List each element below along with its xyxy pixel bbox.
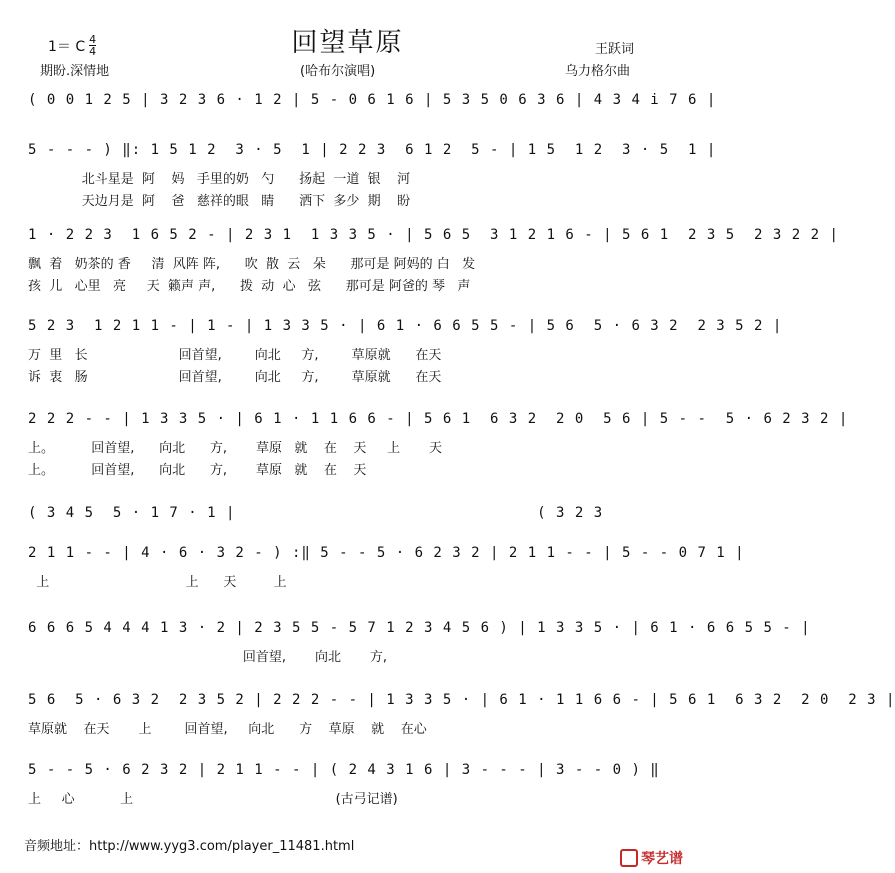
- song-title: 回望草原: [291, 28, 404, 58]
- time-bottom: 4: [89, 45, 97, 58]
- notation-row: 5 6 5 · 6 3 2 2 3 5 2 | 2 2 2 - - | 1 3 3 5 · | 6 1 · 1 1 6 6 - | 5 6 1 6 3 2 2 0 2 3 |: [28, 692, 895, 708]
- expression-mark: 期盼.深情地: [40, 64, 110, 79]
- notation-row: 5 2 3 1 2 1 1 - | 1 - | 1 3 3 5 · | 6 1 · 6 6 5 5 - | 5 6 5 · 6 3 2 2 3 5 2 |: [28, 318, 783, 334]
- logo-text: 琴艺谱: [641, 851, 683, 867]
- lyric-line: 天边月是 阿 爸 慈祥的眼 睛 洒下 多少 期 盼: [28, 194, 411, 209]
- notation-row: 2 2 2 - - | 1 3 3 5 · | 6 1 · 1 1 6 6 - | 5 6 1 6 3 2 2 0 5 6 | 5 - - 5 · 6 2 3 2 |: [28, 411, 849, 427]
- lyric-line: 上。 回首望, 向北 方, 草原 就 在 天: [28, 463, 367, 478]
- logo-icon: [620, 849, 638, 867]
- audio-url[interactable]: 音频地址：http://www.yyg3.com/player_11481.html: [24, 839, 355, 854]
- singer-credit: (哈布尔演唱): [300, 64, 376, 79]
- key-label: 1＝ C: [48, 38, 86, 55]
- time-signature: [89, 34, 96, 57]
- key-signature: [48, 34, 96, 57]
- site-logo: [620, 848, 683, 868]
- composer-credit: 乌力格尔曲: [565, 64, 631, 79]
- lyric-line: 万 里 长 回首望, 向北 方, 草原就 在天: [28, 348, 442, 363]
- notation-row: ( 0 0 1 2 5 | 3 2 3 6 · 1 2 | 5 - 0 6 1 6 | 5 3 5 0 6 3 6 | 4 3 4 i 7 6 |: [28, 92, 717, 108]
- lyric-line: 上。 回首望, 向北 方, 草原 就 在 天 上 天: [28, 441, 443, 456]
- notation-row: 6 6 6 5 4 4 4 1 3 · 2 | 2 3 5 5 - 5 7 1 2 3 4 5 6 ) | 1 3 3 5 · | 6 1 · 6 6 5 5 - |: [28, 620, 811, 636]
- lyric-line: 上 上 天 上: [28, 575, 287, 590]
- notation-row: 5 - - 5 · 6 2 3 2 | 2 1 1 - - | ( 2 4 3 1 6 | 3 - - - | 3 - - 0 ) ‖: [28, 762, 660, 778]
- notation-row: ( 3 4 5 5 · 1 7 · 1 | ( 3 2 3: [28, 505, 604, 521]
- lyric-line: 飘 着 奶茶的 香 清 风阵 阵, 吹 散 云 朵 那可是 阿妈的 白 发: [28, 257, 476, 272]
- notation-row: 5 - - - ) ‖: 1 5 1 2 3 · 5 1 | 2 2 3 6 1 2 5 - | 1 5 1 2 3 · 5 1 |: [28, 142, 717, 158]
- time-top: 4: [89, 33, 97, 46]
- notation-row: 2 1 1 - - | 4 · 6 · 3 2 - ) :‖ 5 - - 5 · 6 2 3 2 | 2 1 1 - - | 5 - - 0 7 1 |: [28, 545, 745, 561]
- lyric-line: 回首望, 向北 方,: [28, 650, 387, 665]
- lyric-line: 草原就 在天 上 回首望, 向北 方 草原 就 在心: [28, 722, 427, 737]
- lyric-line: 孩 儿 心里 亮 天 籁声 声, 拨 动 心 弦 那可是 阿爸的 琴 声: [28, 279, 471, 294]
- lyric-line: 诉 衷 肠 回首望, 向北 方, 草原就 在天: [28, 370, 442, 385]
- lyricist-credit: 王跃词: [595, 42, 635, 57]
- lyric-line: 上 心 上 (古弓记谱): [28, 792, 398, 807]
- notation-row: 1 · 2 2 3 1 6 5 2 - | 2 3 1 1 3 3 5 · | 5 6 5 3 1 2 1 6 - | 5 6 1 2 3 5 2 3 2 2 |: [28, 227, 839, 243]
- lyric-line: 北斗星是 阿 妈 手里的奶 勺 扬起 一道 银 河: [28, 172, 411, 187]
